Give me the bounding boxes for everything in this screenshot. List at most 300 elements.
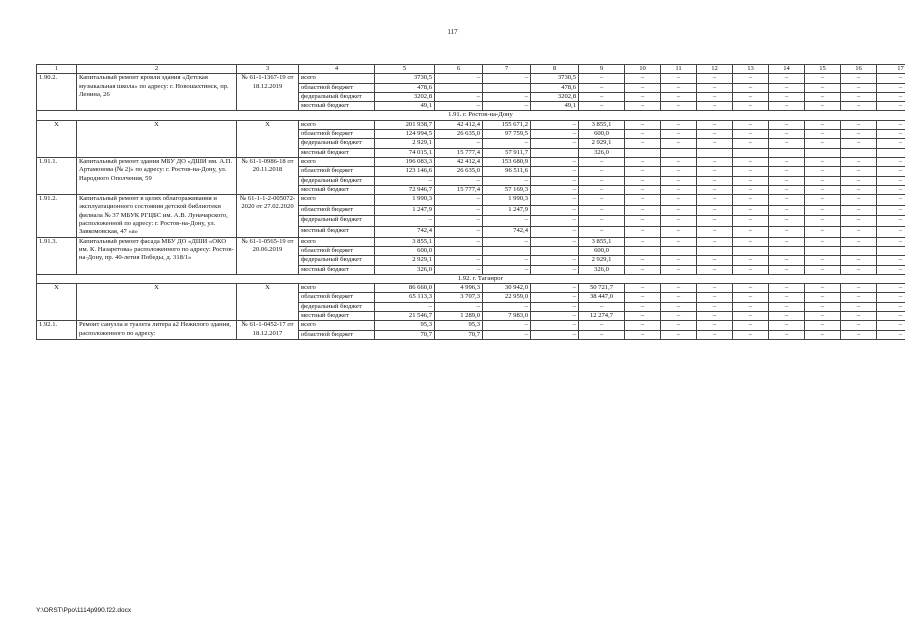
amount-cell: –	[435, 195, 483, 206]
amount-cell	[877, 246, 905, 255]
amount-cell: –	[483, 321, 531, 330]
amount-cell: –	[841, 102, 877, 111]
budget-source: местный бюджет	[299, 265, 375, 274]
amount-cell: –	[661, 130, 697, 139]
amount-cell: 1 289,0	[435, 312, 483, 321]
amount-cell: 57 169,3	[483, 185, 531, 194]
amount-cell: –	[841, 120, 877, 129]
amount-cell: 42 412,4	[435, 120, 483, 129]
amount-cell: 155 671,2	[483, 120, 531, 129]
amount-cell: –	[805, 312, 841, 321]
amount-cell: –	[579, 83, 625, 92]
amount-cell: –	[697, 139, 733, 148]
amount-cell: –	[661, 205, 697, 216]
amount-cell: –	[877, 321, 905, 330]
amount-cell: –	[841, 312, 877, 321]
amount-cell: –	[531, 330, 579, 339]
amount-cell: –	[625, 74, 661, 83]
amount-cell: –	[769, 157, 805, 166]
amount-cell	[805, 148, 841, 157]
budget-source: федеральный бюджет	[299, 256, 375, 265]
amount-cell: –	[579, 157, 625, 166]
amount-cell: –	[531, 120, 579, 129]
section-title: 1.91. г. Ростов-на-Дону	[37, 111, 905, 120]
amount-cell: –	[531, 195, 579, 206]
amount-cell: 7 983,0	[483, 312, 531, 321]
amount-cell: –	[805, 195, 841, 206]
amount-cell: 4 996,3	[435, 284, 483, 293]
amount-cell: 3730,5	[375, 74, 435, 83]
item-number: X	[37, 284, 77, 321]
amount-cell: –	[375, 176, 435, 185]
column-number: 16	[841, 65, 877, 74]
amount-cell: –	[769, 265, 805, 274]
amount-cell: –	[661, 83, 697, 92]
amount-cell: –	[483, 265, 531, 274]
amount-cell: –	[877, 102, 905, 111]
amount-cell: –	[579, 176, 625, 185]
amount-cell: 742,4	[483, 226, 531, 237]
column-number: 11	[661, 65, 697, 74]
section-row	[37, 111, 905, 120]
amount-cell: –	[579, 167, 625, 176]
amount-cell: –	[841, 74, 877, 83]
budget-source: местный бюджет	[299, 312, 375, 321]
amount-cell: –	[531, 205, 579, 216]
amount-cell: –	[733, 205, 769, 216]
amount-cell: –	[579, 195, 625, 206]
amount-cell	[435, 83, 483, 92]
amount-cell: –	[877, 312, 905, 321]
amount-cell	[661, 148, 697, 157]
amount-cell: –	[841, 205, 877, 216]
amount-cell: –	[579, 321, 625, 330]
amount-cell: 49,1	[531, 102, 579, 111]
amount-cell: 42 412,4	[435, 157, 483, 166]
section-title: 1.92. г. Таганрог	[37, 274, 905, 283]
amount-cell: –	[661, 321, 697, 330]
amount-cell: –	[841, 176, 877, 185]
amount-cell: 3202,8	[375, 92, 435, 101]
budget-source: местный бюджет	[299, 102, 375, 111]
item-name: X	[77, 120, 237, 157]
amount-cell: –	[697, 293, 733, 302]
amount-cell	[435, 246, 483, 255]
amount-cell	[697, 148, 733, 157]
amount-cell: –	[697, 216, 733, 227]
amount-cell: –	[697, 226, 733, 237]
item-name: Капитальный ремонт в целях облагораживания и эксплуатационного состояния детской библиотеки филиала № 37 МБУК РГЦБС им. А.В. Луначарского, расположенной по адресу: г. Ростов-на-Дону, ул. Завкомовская, 47 «а»	[77, 195, 237, 237]
amount-cell: 15 777,4	[435, 185, 483, 194]
budget-source: всего	[299, 157, 375, 166]
amount-cell: 26 635,0	[435, 130, 483, 139]
amount-cell: –	[579, 102, 625, 111]
amount-cell: –	[625, 226, 661, 237]
amount-cell: –	[841, 185, 877, 194]
amount-cell: –	[625, 167, 661, 176]
amount-cell: 1 247,9	[483, 205, 531, 216]
amount-cell: –	[841, 130, 877, 139]
amount-cell: –	[805, 226, 841, 237]
amount-cell: –	[625, 237, 661, 246]
amount-cell: –	[697, 185, 733, 194]
amount-cell	[625, 246, 661, 255]
amount-cell: 196 083,3	[375, 157, 435, 166]
amount-cell: –	[625, 330, 661, 339]
amount-cell: –	[769, 167, 805, 176]
amount-cell: –	[579, 226, 625, 237]
amount-cell: –	[625, 83, 661, 92]
amount-cell: –	[769, 102, 805, 111]
budget-source: областной бюджет	[299, 293, 375, 302]
amount-cell: –	[579, 330, 625, 339]
column-number: 13	[733, 65, 769, 74]
amount-cell: –	[733, 237, 769, 246]
amount-cell: 326,0	[579, 148, 625, 157]
amount-cell: –	[483, 302, 531, 311]
column-number: 10	[625, 65, 661, 74]
amount-cell: 22 959,0	[483, 293, 531, 302]
amount-cell: –	[375, 216, 435, 227]
amount-cell: –	[625, 293, 661, 302]
amount-cell: –	[841, 237, 877, 246]
budget-source: всего	[299, 284, 375, 293]
amount-cell: –	[697, 330, 733, 339]
amount-cell: –	[531, 321, 579, 330]
amount-cell: –	[805, 256, 841, 265]
amount-cell: –	[877, 167, 905, 176]
amount-cell: –	[805, 302, 841, 311]
amount-cell: –	[733, 176, 769, 185]
amount-cell: –	[841, 216, 877, 227]
amount-cell: –	[805, 92, 841, 101]
amount-cell: 57 911,7	[483, 148, 531, 157]
amount-cell: –	[805, 176, 841, 185]
amount-cell: 2 929,1	[375, 256, 435, 265]
amount-cell: 326,0	[375, 265, 435, 274]
amount-cell: 3 855,1	[375, 237, 435, 246]
amount-cell: 3 707,3	[435, 293, 483, 302]
amount-cell: –	[841, 302, 877, 311]
amount-cell: –	[435, 237, 483, 246]
amount-cell: –	[661, 293, 697, 302]
amount-cell: –	[877, 237, 905, 246]
amount-cell: –	[769, 83, 805, 92]
amount-cell	[841, 148, 877, 157]
amount-cell: –	[625, 265, 661, 274]
amount-cell: –	[625, 139, 661, 148]
amount-cell: –	[877, 157, 905, 166]
amount-cell: –	[877, 256, 905, 265]
amount-cell: –	[769, 205, 805, 216]
amount-cell: –	[483, 102, 531, 111]
amount-cell: –	[483, 330, 531, 339]
amount-cell: –	[877, 302, 905, 311]
amount-cell: 1 990,3	[483, 195, 531, 206]
budget-source: всего	[299, 195, 375, 206]
amount-cell: –	[769, 195, 805, 206]
amount-cell	[625, 148, 661, 157]
amount-cell: –	[531, 256, 579, 265]
amount-cell: –	[877, 265, 905, 274]
amount-cell: –	[531, 130, 579, 139]
amount-cell	[483, 246, 531, 255]
amount-cell: 12 274,7	[579, 312, 625, 321]
item-document: № 61-1-1-2-005072-2020 от 27.02.2020	[237, 195, 299, 237]
amount-cell: 1 990,3	[375, 195, 435, 206]
amount-cell: –	[661, 74, 697, 83]
amount-cell: 123 146,6	[375, 167, 435, 176]
budget-source: всего	[299, 321, 375, 330]
amount-cell: –	[625, 302, 661, 311]
amount-cell: –	[661, 92, 697, 101]
budget-source: федеральный бюджет	[299, 302, 375, 311]
column-number: 5	[375, 65, 435, 74]
item-name: Капитальный ремонт здания МБУ ДО «ДШИ им. А.П. Артамонова (№ 2)» по адресу: г. Ростов-на-Дону, ул. Народного Ополчения, 59	[77, 157, 237, 194]
amount-cell: –	[805, 167, 841, 176]
item-number: 1.91.1.	[37, 157, 77, 194]
amount-cell: –	[733, 312, 769, 321]
amount-cell: –	[877, 74, 905, 83]
amount-cell: 2 929,1	[375, 139, 435, 148]
amount-cell: –	[661, 102, 697, 111]
amount-cell: –	[661, 120, 697, 129]
amount-cell: –	[697, 265, 733, 274]
amount-cell: –	[841, 92, 877, 101]
footer-file-path: Y:\ORST\Ppo\1114p990.f22.docx	[36, 607, 132, 614]
amount-cell: –	[841, 330, 877, 339]
budget-source: местный бюджет	[299, 185, 375, 194]
amount-cell: –	[805, 83, 841, 92]
amount-cell: –	[805, 321, 841, 330]
amount-cell: –	[877, 83, 905, 92]
amount-cell: 26 635,0	[435, 167, 483, 176]
amount-cell: –	[579, 302, 625, 311]
amount-cell: –	[733, 92, 769, 101]
amount-cell: –	[877, 293, 905, 302]
amount-cell: 124 994,5	[375, 130, 435, 139]
amount-cell: –	[841, 265, 877, 274]
amount-cell: –	[661, 284, 697, 293]
amount-cell: 74 015,1	[375, 148, 435, 157]
amount-cell: –	[805, 293, 841, 302]
amount-cell: 96 511,6	[483, 167, 531, 176]
amount-cell: –	[625, 256, 661, 265]
amount-cell	[877, 148, 905, 157]
amount-cell: –	[805, 205, 841, 216]
amount-cell: –	[733, 185, 769, 194]
amount-cell: –	[769, 321, 805, 330]
amount-cell: –	[841, 256, 877, 265]
amount-cell: –	[661, 256, 697, 265]
amount-cell: –	[733, 130, 769, 139]
amount-cell	[769, 148, 805, 157]
amount-cell: –	[375, 302, 435, 311]
amount-cell: 3730,5	[531, 74, 579, 83]
table-row	[37, 195, 905, 206]
amount-cell: 478,6	[531, 83, 579, 92]
amount-cell: –	[805, 185, 841, 194]
amount-cell	[769, 246, 805, 255]
amount-cell: –	[697, 312, 733, 321]
amount-cell: –	[805, 157, 841, 166]
amount-cell: –	[841, 293, 877, 302]
amount-cell: –	[805, 284, 841, 293]
amount-cell: –	[769, 216, 805, 227]
amount-cell: –	[697, 205, 733, 216]
amount-cell: 30 942,0	[483, 284, 531, 293]
budget-source: всего	[299, 237, 375, 246]
column-number: 14	[769, 65, 805, 74]
amount-cell: –	[733, 284, 769, 293]
amount-cell: –	[435, 205, 483, 216]
amount-cell: –	[625, 120, 661, 129]
column-number: 17	[877, 65, 905, 74]
amount-cell: –	[733, 83, 769, 92]
amount-cell: –	[733, 102, 769, 111]
amount-cell: 95,3	[375, 321, 435, 330]
section-row	[37, 274, 905, 283]
amount-cell: 600,0	[579, 130, 625, 139]
amount-cell: 3 855,1	[579, 120, 625, 129]
amount-cell: –	[877, 139, 905, 148]
amount-cell: 2 929,1	[579, 139, 625, 148]
amount-cell: –	[733, 120, 769, 129]
amount-cell: –	[661, 302, 697, 311]
amount-cell: –	[435, 216, 483, 227]
amount-cell: –	[661, 330, 697, 339]
budget-source: всего	[299, 74, 375, 83]
budget-source: федеральный бюджет	[299, 176, 375, 185]
amount-cell: –	[625, 312, 661, 321]
column-number: 12	[697, 65, 733, 74]
amount-cell: –	[661, 265, 697, 274]
amount-cell: –	[733, 321, 769, 330]
amount-cell: –	[625, 130, 661, 139]
amount-cell: –	[531, 265, 579, 274]
amount-cell: –	[805, 139, 841, 148]
amount-cell: –	[531, 312, 579, 321]
amount-cell: –	[531, 293, 579, 302]
item-document: № 61-1-0986-18 от 20.11.2018	[237, 157, 299, 194]
amount-cell: –	[805, 130, 841, 139]
amount-cell: –	[625, 102, 661, 111]
amount-cell: –	[625, 157, 661, 166]
amount-cell: 2 929,1	[579, 256, 625, 265]
amount-cell: –	[435, 74, 483, 83]
amount-cell: 49,1	[375, 102, 435, 111]
amount-cell: 600,0	[579, 246, 625, 255]
amount-cell: –	[769, 330, 805, 339]
amount-cell: –	[805, 237, 841, 246]
column-number: 2	[77, 65, 237, 74]
amount-cell: 3 855,1	[579, 237, 625, 246]
item-number: 1.90.2.	[37, 74, 77, 111]
amount-cell: 86 660,0	[375, 284, 435, 293]
amount-cell: –	[733, 226, 769, 237]
amount-cell: –	[697, 176, 733, 185]
amount-cell: –	[769, 284, 805, 293]
amount-cell: –	[697, 237, 733, 246]
amount-cell: –	[531, 216, 579, 227]
amount-cell: 3202,8	[531, 92, 579, 101]
amount-cell: –	[661, 312, 697, 321]
item-name: X	[77, 284, 237, 321]
amount-cell: –	[733, 157, 769, 166]
item-name: Капитальный ремонт фасада МБУ ДО «ДШИ «ОКО им. К. Назаретова» расположенного по адресу: Ростов-на-Дону, пр. 40-летия Победы, д. 318/1»	[77, 237, 237, 274]
amount-cell: –	[769, 176, 805, 185]
amount-cell: –	[483, 216, 531, 227]
amount-cell: 15 777,4	[435, 148, 483, 157]
amount-cell: –	[435, 256, 483, 265]
budget-source: всего	[299, 120, 375, 129]
amount-cell: –	[877, 185, 905, 194]
amount-cell: 742,4	[375, 226, 435, 237]
column-number: 4	[299, 65, 375, 74]
amount-cell: –	[733, 302, 769, 311]
table-row	[37, 120, 905, 129]
table-row	[37, 237, 905, 246]
amount-cell: –	[531, 176, 579, 185]
amount-cell: –	[769, 74, 805, 83]
amount-cell	[531, 246, 579, 255]
column-number: 7	[483, 65, 531, 74]
amount-cell: –	[697, 92, 733, 101]
item-number: X	[37, 120, 77, 157]
amount-cell: –	[805, 216, 841, 227]
amount-cell: –	[877, 205, 905, 216]
column-number: 8	[531, 65, 579, 74]
amount-cell: –	[805, 120, 841, 129]
amount-cell: –	[697, 102, 733, 111]
amount-cell: –	[625, 185, 661, 194]
amount-cell: –	[661, 167, 697, 176]
amount-cell: –	[697, 284, 733, 293]
amount-cell: –	[805, 102, 841, 111]
amount-cell: –	[531, 157, 579, 166]
item-document: X	[237, 284, 299, 321]
item-number: 1.91.3.	[37, 237, 77, 274]
amount-cell: –	[579, 92, 625, 101]
table-row	[37, 157, 905, 166]
amount-cell: –	[697, 302, 733, 311]
amount-cell: –	[733, 265, 769, 274]
amount-cell: –	[435, 92, 483, 101]
amount-cell: –	[579, 205, 625, 216]
budget-table	[36, 64, 905, 340]
amount-cell: 1 247,9	[375, 205, 435, 216]
amount-cell: –	[769, 139, 805, 148]
amount-cell: –	[769, 293, 805, 302]
amount-cell: –	[877, 226, 905, 237]
amount-cell: –	[877, 195, 905, 206]
amount-cell: 201 938,7	[375, 120, 435, 129]
table-row	[37, 74, 905, 83]
amount-cell: –	[733, 216, 769, 227]
item-document: X	[237, 120, 299, 157]
amount-cell: –	[769, 120, 805, 129]
amount-cell: –	[697, 83, 733, 92]
amount-cell: –	[877, 92, 905, 101]
amount-cell: –	[625, 205, 661, 216]
amount-cell: –	[697, 157, 733, 166]
budget-source: федеральный бюджет	[299, 92, 375, 101]
amount-cell: –	[769, 237, 805, 246]
amount-cell: –	[661, 237, 697, 246]
amount-cell: –	[483, 74, 531, 83]
budget-source: областной бюджет	[299, 130, 375, 139]
amount-cell: –	[697, 167, 733, 176]
